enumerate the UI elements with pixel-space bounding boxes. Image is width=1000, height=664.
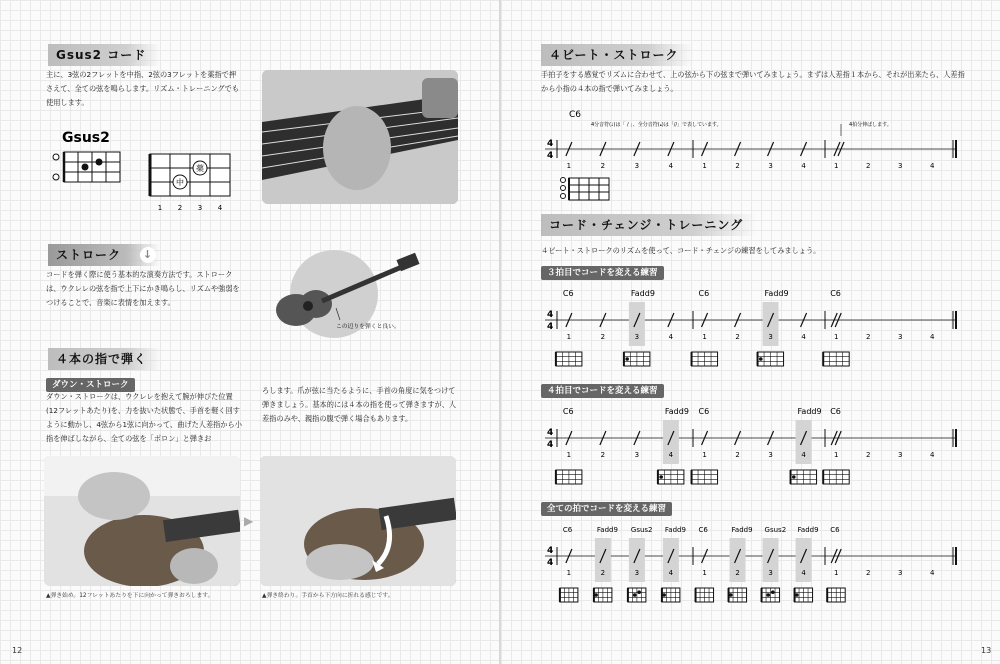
chord-symbol: C6	[562, 526, 573, 534]
svg-text:4: 4	[217, 204, 223, 212]
four-beat-note2: 4拍分伸ばします。	[849, 122, 892, 128]
chord-symbol: Fadd9	[797, 407, 822, 416]
finger-dot	[625, 357, 629, 361]
svg-text:2: 2	[177, 204, 183, 212]
beat-number: 4	[668, 569, 674, 577]
beat-number: 3	[634, 569, 640, 577]
chord-symbol: C6	[562, 407, 574, 416]
chord-symbol: Fadd9	[731, 526, 753, 534]
chord-symbol: Fadd9	[630, 289, 655, 298]
beat-number: 4	[929, 451, 935, 459]
beat-number: 1	[702, 451, 707, 459]
exercise2-score	[541, 402, 971, 492]
finger-dot	[767, 593, 771, 597]
chord-symbol: C6	[830, 289, 841, 298]
beat-number: 3	[768, 162, 773, 170]
stroke-start-photo	[44, 456, 240, 586]
finger-dot	[792, 475, 796, 479]
stroke-start-illustration	[44, 456, 240, 586]
beat-number: 1	[566, 333, 572, 341]
beat-number: 4	[929, 333, 935, 341]
ring-finger-mark: 薬	[196, 164, 204, 173]
beat-number: 3	[634, 451, 640, 459]
beat-number: 3	[768, 569, 773, 577]
right-page	[501, 0, 1000, 664]
stroke-heading: ストローク ↓	[48, 244, 160, 266]
four-beat-chord: C6	[569, 110, 582, 120]
exercise1-label: ３拍目でコードを変える練習	[541, 266, 664, 280]
beat-number: 4	[668, 451, 674, 459]
beat-number: 4	[929, 569, 935, 577]
chord-symbol: C6	[830, 407, 841, 416]
stroke-start-caption: ▲弾き始め。12フレットあたりを下に向かって弾きおろします。	[46, 593, 214, 599]
svg-text:3: 3	[197, 204, 203, 212]
beat-number: 3	[897, 569, 903, 577]
beat-number: 4	[668, 162, 674, 170]
right-arrow-icon: ▶	[244, 514, 254, 528]
beat-number: 1	[566, 451, 572, 459]
chord-symbol: Fadd9	[664, 407, 689, 416]
beat-number: 2	[600, 451, 606, 459]
stroke-end-caption: ▲弾き終わり。手首から下方向に折れる感じです。	[262, 593, 394, 599]
beat-number: 1	[833, 569, 839, 577]
beat-number: 1	[702, 333, 707, 341]
time-signature-bottom: 4	[547, 440, 554, 450]
chord-symbol: C6	[830, 526, 840, 534]
finger-dot	[633, 593, 637, 597]
exercise1-score	[541, 284, 971, 374]
chord-symbol: Fadd9	[596, 526, 618, 534]
beat-number: 3	[897, 162, 903, 170]
beat-number: 2	[600, 333, 606, 341]
time-signature-top: 4	[547, 310, 554, 320]
chord-symbol: C6	[698, 526, 708, 534]
beat-number: 1	[566, 162, 572, 170]
ukulele-illustration	[264, 246, 454, 338]
gsus2-fingering-diagram	[140, 150, 240, 216]
beat-number: 2	[600, 569, 606, 577]
beat-number: 1	[833, 162, 839, 170]
four-beat-text: 手拍子をする感覚でリズムに合わせて、上の弦から下の弦まで弾いてみましょう。まずは人差指１本から、それが出来たら、人差指から小指の４本の指で弾いてみましょう。	[541, 70, 965, 93]
beat-number: 1	[702, 162, 707, 170]
chord-symbol: C6	[698, 289, 710, 298]
time-signature-top: 4	[547, 428, 554, 438]
time-signature-bottom: 4	[547, 322, 554, 332]
beat-number: 2	[735, 569, 740, 577]
beat-number: 2	[865, 333, 871, 341]
beat-number: 3	[768, 333, 773, 341]
chord-symbol: Fadd9	[764, 289, 789, 298]
finger-dot	[771, 590, 775, 594]
finger-dot	[729, 593, 733, 597]
beat-number: 2	[735, 162, 740, 170]
exercise3-label: 全ての拍でコードを変える練習	[541, 502, 672, 516]
beat-number: 2	[735, 333, 740, 341]
chord-symbol: C6	[698, 407, 710, 416]
beat-number: 3	[897, 333, 903, 341]
beat-number: 3	[634, 162, 640, 170]
beat-number: 3	[897, 451, 903, 459]
gsus2-chord-name: Gsus2	[62, 130, 110, 146]
beat-number: 2	[735, 451, 740, 459]
beat-number: 1	[833, 451, 839, 459]
left-page	[0, 0, 499, 664]
chord-symbol: Gsus2	[630, 526, 653, 534]
chord-symbol: Fadd9	[664, 526, 686, 534]
right-page-number: 13	[981, 646, 992, 655]
beat-number: 3	[768, 451, 773, 459]
finger-dot	[659, 475, 663, 479]
beat-number: 2	[600, 162, 606, 170]
stroke-photo-caption: この辺りを弾くと良い。	[336, 324, 400, 330]
chord-symbol: Gsus2	[764, 526, 787, 534]
down-stroke-text-col1: ダウン・ストロークは、ウクレレを抱えて腕が伸びた位置(12フレットあたり)を、力を抜いた状態で、手首を軽く回すように動かし、4弦から1弦に向かって、曲げた人差指から小指を伸ばしながら、全ての弦を「ポロン」と弾きお	[46, 392, 242, 443]
four-beat-heading: ４ビート・ストローク	[541, 44, 693, 66]
chord-change-text: ４ビート・ストロークのリズムを使って、コード・チェンジの練習をしてみましょう。	[541, 246, 821, 255]
chord-change-heading: コード・チェンジ・トレーニング	[541, 214, 757, 236]
gsus2-text: 主に、3弦の2フレットを中指、2弦の3フレットを薬指で押さえて、全ての弦を鳴らします。リズム・トレーニングでも使用します。	[46, 70, 240, 107]
beat-number: 4	[929, 162, 935, 170]
down-stroke-label: ダウン・ストローク	[46, 378, 135, 392]
beat-number: 1	[566, 569, 572, 577]
beat-number: 2	[865, 162, 871, 170]
chord-symbol: C6	[562, 289, 574, 298]
beat-number: 1	[833, 333, 839, 341]
gsus2-heading: Gsus2 コード	[48, 44, 160, 66]
four-beat-score	[541, 104, 971, 204]
time-signature-bottom: 4	[547, 558, 554, 568]
svg-text:1: 1	[157, 204, 163, 212]
beat-number: 2	[865, 451, 871, 459]
four-beat-beat-numbers	[567, 162, 935, 170]
beat-number: 2	[865, 569, 871, 577]
down-arrow-icon: ↓	[140, 247, 156, 263]
beat-number: 4	[668, 333, 674, 341]
gsus2-chord-diagram	[46, 126, 126, 190]
four-beat-chord-box	[561, 178, 610, 201]
finger-dot	[662, 593, 666, 597]
chord-symbol: Fadd9	[797, 526, 819, 534]
stroke-end-photo	[260, 456, 456, 586]
four-beat-note1: 4分音符(♩)は「 / 」、全分音符(𝅝)は「//」で表しています。	[591, 122, 722, 128]
finger-dot	[637, 590, 641, 594]
exercise3-score	[541, 520, 971, 610]
beat-number: 1	[702, 569, 707, 577]
finger-dot	[759, 357, 763, 361]
beat-number: 4	[801, 451, 806, 459]
stroke-end-illustration	[260, 456, 456, 586]
exercise2-label: ４拍目でコードを変える練習	[541, 384, 664, 398]
svg-text:4: 4	[547, 139, 554, 149]
stroke-text: コードを弾く際に使う基本的な演奏方法です。ストロークは、ウクレレの弦を指で上下にかき鳴らし、リズムや強弱をつけることで、音楽に表情を加えます。	[46, 270, 240, 307]
four-finger-heading: ４本の指で弾く	[48, 348, 161, 370]
finger-dot	[795, 593, 799, 597]
beat-number: 4	[801, 162, 806, 170]
down-stroke-text-col2: ろします。爪が弦に当たるように、手首の角度に気をつけて弾きましょう。基本的には４本の指を使って弾きますが、人差指のみや、親指の腹で弾く場合もあります。	[262, 386, 457, 423]
svg-text:4: 4	[547, 151, 554, 161]
time-signature-top: 4	[547, 546, 554, 556]
beat-number: 4	[801, 333, 806, 341]
gsus2-hand-photo	[262, 70, 458, 204]
middle-finger-mark: 中	[176, 178, 184, 187]
fretboard-illustration	[262, 70, 458, 204]
beat-number: 3	[634, 333, 640, 341]
finger-dot	[594, 593, 598, 597]
left-page-number: 12	[12, 646, 23, 655]
beat-number: 4	[801, 569, 806, 577]
